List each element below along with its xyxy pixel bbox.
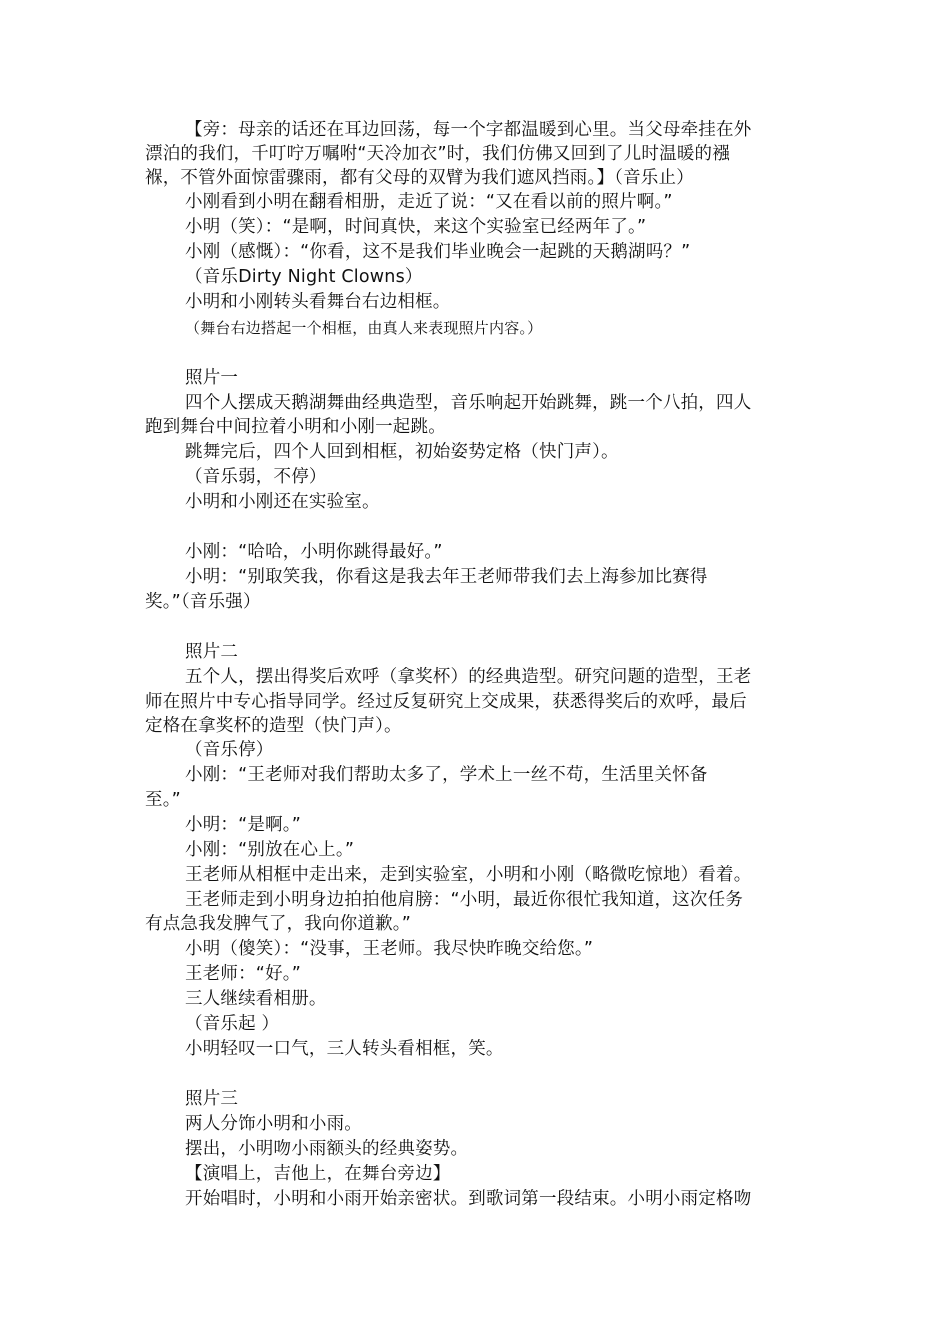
stage-direction: 跳舞完后，四个人回到相框，初始姿势定格（快门声）。: [185, 442, 619, 462]
stage-direction: 开始唱时，小明和小雨开始亲密状。到歌词第一段结束。小明小雨定格吻: [185, 1189, 752, 1209]
stage-direction: 跑到舞台中间拉着小明和小刚一起跳。: [145, 417, 446, 437]
dialogue-line: 小刚：“哈哈，小明你跳得最好。”: [185, 542, 443, 562]
stage-direction: 三人继续看相册。: [185, 989, 327, 1009]
dialogue-line: 王老师走到小明身边拍拍他肩膀：“小明，最近你很忙我知道，这次任务: [185, 890, 743, 910]
stage-direction: 小明轻叹一口气，三人转头看相框，笑。: [185, 1039, 504, 1059]
section-heading: 照片三: [185, 1089, 239, 1109]
dialogue-line: 奖。”（音乐强）: [145, 592, 261, 612]
stage-direction: 两人分饰小明和小雨。: [185, 1114, 362, 1134]
stage-direction: （音乐起 ）: [185, 1014, 280, 1034]
dialogue-line: 有点急我发脾气了，我向你道歉。”: [145, 914, 412, 934]
stage-direction: （舞台右边搭起一个相框，由真人来表现照片内容。）: [185, 319, 543, 337]
stage-direction: 师在照片中专心指导同学。经过反复研究上交成果，获悉得奖后的欢呼，最后: [145, 692, 747, 712]
dialogue-line: 小刚（感慨）：“你看，这不是我们毕业晚会一起跳的天鹅湖吗？”: [185, 242, 691, 262]
dialogue-line: 小刚：“王老师对我们帮助太多了，学术上一丝不苟，生活里关怀备: [185, 765, 708, 785]
stage-direction: （音乐弱，不停）: [185, 467, 327, 487]
dialogue-line: 小刚：“别放在心上。”: [185, 840, 355, 860]
stage-direction: （音乐停）: [185, 740, 274, 760]
dialogue-line: 小明（笑）：“是啊，时间真快，来这个实验室已经两年了。”: [185, 217, 647, 237]
stage-direction: 小明和小刚转头看舞台右边相框。: [185, 292, 451, 312]
narration-line: 漂泊的我们，千叮咛万嘱咐“天冷加衣”时，我们仿佛又回到了儿时温暖的襁: [145, 144, 730, 164]
stage-direction: 【演唱上，吉他上，在舞台旁边】: [185, 1164, 451, 1184]
section-heading: 照片一: [185, 368, 239, 388]
dialogue-line: 小明：“别取笑我，你看这是我去年王老师带我们去上海参加比赛得: [185, 567, 708, 587]
dialogue-line: 小刚看到小明在翻看相册，走近了说：“又在看以前的照片啊。”: [185, 192, 673, 212]
dialogue-line: 小明（傻笑）：“没事，王老师。我尽快昨晚交给您。”: [185, 939, 594, 959]
narration-line: 【旁：母亲的话还在耳边回荡，每一个字都温暖到心里。当父母牵挂在外: [185, 120, 752, 140]
stage-direction: 小明和小刚还在实验室。: [185, 492, 380, 512]
stage-direction: 五个人，摆出得奖后欢呼（拿奖杯）的经典造型。研究问题的造型，王老: [185, 667, 752, 687]
stage-direction: （音乐Dirty Night Clowns）: [185, 267, 423, 287]
stage-direction: 定格在拿奖杯的造型（快门声）。: [145, 716, 402, 736]
section-heading: 照片二: [185, 642, 239, 662]
stage-direction: 摆出，小明吻小雨额头的经典姿势。: [185, 1139, 469, 1159]
dialogue-line: 至。”: [145, 790, 181, 810]
dialogue-line: 王老师：“好。”: [185, 964, 301, 984]
narration-line: 褓，不管外面惊雷骤雨，都有父母的双臂为我们遮风挡雨。】（音乐止）: [145, 168, 694, 188]
stage-direction: 四个人摆成天鹅湖舞曲经典造型，音乐响起开始跳舞，跳一个八拍，四人: [185, 393, 752, 413]
dialogue-line: 小明：“是啊。”: [185, 815, 301, 835]
stage-direction: 王老师从相框中走出来，走到实验室，小明和小刚（略微吃惊地）看着。: [185, 865, 752, 885]
